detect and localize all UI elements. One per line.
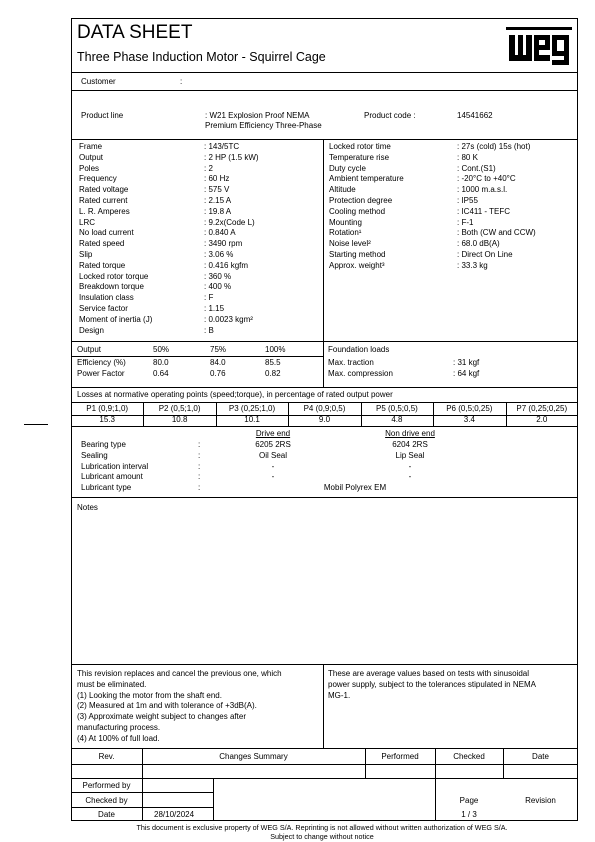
spec-label: Temperature rise xyxy=(329,152,390,162)
max-compression-label: Max. compression xyxy=(328,369,393,378)
lubricant-type-value: Mobil Polyrex EM xyxy=(323,483,387,492)
spec-label: Rotation¹ xyxy=(329,228,362,238)
divider xyxy=(71,90,578,91)
bearing-row-drive-end: - xyxy=(271,461,275,471)
spec-value: : 9.2x(Code L) xyxy=(204,217,255,227)
spec-value: : IC411 - TEFC xyxy=(457,206,511,216)
spec-label: Approx. weight³ xyxy=(329,260,385,270)
divider xyxy=(143,402,144,426)
max-compression-value: : 64 kgf xyxy=(453,369,480,378)
spec-value: : IP55 xyxy=(457,196,478,205)
footnote-line: (3) Approximate weight subject to changes after xyxy=(77,712,246,722)
spec-label: Insulation class xyxy=(79,293,134,303)
product-code-value: 14541662 xyxy=(457,111,493,120)
spec-label: No load current xyxy=(79,228,134,238)
bearing-row-non-drive-end: - xyxy=(408,461,412,471)
divider xyxy=(323,139,324,341)
bearing-row-drive-end: - xyxy=(271,472,275,482)
divider xyxy=(361,402,362,426)
spec-label: Locked rotor time xyxy=(329,142,391,151)
divider xyxy=(71,664,578,665)
spec-label: Rated voltage xyxy=(79,185,129,195)
spec-value: : 360 % xyxy=(204,271,232,281)
date-value: 28/10/2024 xyxy=(154,810,195,819)
revision-label: Revision xyxy=(525,796,556,805)
efficiency-label: Efficiency (%) xyxy=(77,358,126,367)
divider xyxy=(323,664,324,748)
bearing-row-label: Lubricant amount xyxy=(81,472,143,482)
loss-point-header: P2 (0,5;1,0) xyxy=(158,404,201,413)
spec-label: Poles xyxy=(79,163,100,173)
footnote-line: manufacturing process. xyxy=(77,723,161,732)
bearing-row-drive-end: Oil Seal xyxy=(258,450,287,460)
divider xyxy=(71,387,578,388)
spec-value: : 1000 m.a.s.l. xyxy=(457,185,508,195)
divider xyxy=(213,778,214,821)
footer-disclaimer: This document is exclusive property of WEG S/A. Reprinting is not allowed without written authorization of WEG S/A. xyxy=(136,823,508,832)
spec-value: : 33.3 kg xyxy=(457,260,488,270)
spec-value: : 3490 rpm xyxy=(204,239,243,249)
checked-by-label: Checked by xyxy=(85,796,128,805)
spec-label: Slip xyxy=(79,250,93,259)
divider xyxy=(71,356,323,357)
loss-point-value: 9.0 xyxy=(318,415,331,424)
spec-label: Mounting xyxy=(329,217,362,227)
divider xyxy=(71,139,578,140)
spec-label: Locked rotor torque xyxy=(79,271,149,281)
divider xyxy=(323,341,324,387)
changes-summary-header: Changes Summary xyxy=(219,752,288,761)
spec-label: Ambient temperature xyxy=(329,174,404,184)
spec-value: : 2 xyxy=(204,163,213,173)
footnote-line: power supply, subject to the tolerances stipulated in NEMA xyxy=(328,679,536,689)
spec-label: Protection degree xyxy=(329,196,393,205)
spec-label: Design xyxy=(79,325,104,335)
divider xyxy=(71,402,578,403)
bearing-row-non-drive-end: - xyxy=(408,472,412,482)
customer-label: Customer xyxy=(81,77,116,86)
spec-label: Breakdown torque xyxy=(79,282,144,292)
spec-label: LRC xyxy=(79,217,96,227)
spec-value: : 143/5TC xyxy=(204,142,240,151)
bearing-row-non-drive-end: Lip Seal xyxy=(395,450,425,460)
divider xyxy=(71,341,578,342)
power-factor-75: 0.76 xyxy=(210,369,226,378)
bearing-row-label: Bearing type xyxy=(81,440,126,449)
perf-header-output: Output xyxy=(77,345,102,354)
divider xyxy=(433,402,434,426)
spec-value: : 80 K xyxy=(457,152,478,162)
page-value: 1 / 3 xyxy=(461,810,477,819)
spec-value: : Both (CW and CCW) xyxy=(457,228,536,238)
spec-value: : 0.840 A xyxy=(204,228,236,238)
loss-point-header: P3 (0,25;1,0) xyxy=(228,404,276,413)
spec-value: : 0.0023 kgm² xyxy=(204,314,253,324)
efficiency-75: 84.0 xyxy=(210,358,226,367)
spec-value: : -20°C to +40°C xyxy=(457,174,516,184)
weg-logo xyxy=(506,27,572,67)
loss-point-value: 10.1 xyxy=(244,415,260,424)
spec-value: : 68.0 dB(A) xyxy=(457,239,500,249)
spec-value: : F-1 xyxy=(457,217,474,227)
spec-value: : Cont.(S1) xyxy=(457,163,496,173)
efficiency-100: 85.5 xyxy=(265,358,281,367)
bearing-row-non-drive-end: 6204 2RS xyxy=(392,440,428,449)
spec-label: Moment of inertia (J) xyxy=(79,314,153,324)
spec-label: Frequency xyxy=(79,174,117,184)
power-factor-100: 0.82 xyxy=(265,369,281,378)
spec-label: Service factor xyxy=(79,304,128,313)
divider xyxy=(71,426,578,427)
non-drive-end-header: Non drive end xyxy=(385,429,435,438)
spec-label: Rated speed xyxy=(79,239,125,249)
performed-header: Performed xyxy=(381,752,419,761)
bearing-row-colon: : xyxy=(198,440,201,449)
spec-value: : Direct On Line xyxy=(457,250,513,259)
bearing-row-drive-end: 6205 2RS xyxy=(255,440,291,449)
divider xyxy=(506,402,507,426)
spec-value: : 3.06 % xyxy=(204,250,234,259)
spec-value: : 1.15 xyxy=(204,304,225,313)
loss-point-header: P7 (0,25;0,25) xyxy=(516,404,568,413)
power-factor-label: Power Factor xyxy=(77,369,125,378)
loss-point-header: P1 (0,9;1,0) xyxy=(86,404,129,413)
margin-mark xyxy=(24,424,48,425)
bearing-row-colon: : xyxy=(198,461,201,471)
loss-point-header: P5 (0,5;0,5) xyxy=(376,404,418,413)
divider xyxy=(71,748,578,749)
losses-title: Losses at normative operating points (speed;torque), in percentage of rated output power xyxy=(77,390,393,399)
checked-header: Checked xyxy=(453,752,485,761)
spec-value: : 575 V xyxy=(204,185,230,195)
product-code-label: Product code : xyxy=(364,111,416,120)
spec-label: Rated torque xyxy=(79,260,126,270)
loss-point-value: 15.3 xyxy=(99,415,115,424)
bearing-row-label: Sealing xyxy=(81,450,108,460)
date-label: Date xyxy=(98,810,115,819)
loss-point-value: 10.8 xyxy=(171,415,188,424)
product-line-value-2: Premium Efficiency Three-Phase xyxy=(205,121,322,130)
date-header: Date xyxy=(532,752,549,761)
divider xyxy=(71,778,578,779)
spec-label: Output xyxy=(79,152,104,162)
spec-value: : 2 HP (1.5 kW) xyxy=(204,152,259,162)
footnote-line: These are average values based on tests with sinusoidal xyxy=(328,669,530,678)
efficiency-50: 80.0 xyxy=(153,358,169,367)
footnote-line: (4) At 100% of full load. xyxy=(77,733,160,743)
foundation-title: Foundation loads xyxy=(328,345,390,354)
footer-notice: Subject to change without notice xyxy=(270,832,374,841)
perf-header-75: 75% xyxy=(210,345,227,354)
footnote-line: This revision replaces and cancel the previous one, which xyxy=(77,669,282,678)
divider xyxy=(71,764,578,765)
performed-by-label: Performed by xyxy=(82,781,131,790)
footnote-line: (1) Looking the motor from the shaft end. xyxy=(77,690,222,700)
perf-header-50: 50% xyxy=(153,345,170,354)
sheet-subtitle: Three Phase Induction Motor - Squirrel Cage xyxy=(77,50,326,64)
customer-colon: : xyxy=(180,77,183,86)
rev-header: Rev. xyxy=(98,752,115,761)
product-line-label: Product line xyxy=(81,111,124,120)
loss-point-header: P6 (0,5;0,25) xyxy=(446,404,493,413)
spec-value: : B xyxy=(204,325,214,335)
page-label: Page xyxy=(459,796,479,805)
footnote-line: (2) Measured at 1m and with tolerance of +3dB(A). xyxy=(77,701,257,711)
drive-end-header: Drive end xyxy=(255,429,291,438)
spec-value: : F xyxy=(204,293,214,303)
spec-label: Noise level² xyxy=(329,239,371,249)
spec-label: Frame xyxy=(79,142,103,151)
notes-label: Notes xyxy=(77,503,98,512)
divider xyxy=(71,72,578,73)
max-traction-value: : 31 kgf xyxy=(453,358,480,367)
loss-point-value: 4.8 xyxy=(391,415,403,424)
footnote-line: MG-1. xyxy=(328,690,351,700)
divider xyxy=(216,402,217,426)
spec-label: Altitude xyxy=(329,185,356,195)
loss-point-value: 2.0 xyxy=(536,415,548,424)
spec-value: : 400 % xyxy=(204,282,232,292)
spec-value: : 60 Hz xyxy=(204,174,230,184)
bearing-row-colon: : xyxy=(198,472,201,482)
sheet-title: DATA SHEET xyxy=(77,22,193,43)
loss-point-value: 3.4 xyxy=(463,415,475,424)
footnote-line: must be eliminated. xyxy=(77,679,147,689)
spec-label: Rated current xyxy=(79,196,128,205)
spec-value: : 19.8 A xyxy=(204,206,232,216)
spec-value: : 0.416 kgfm xyxy=(204,260,249,270)
spec-label: Duty cycle xyxy=(329,163,366,173)
spec-label: Cooling method xyxy=(329,206,386,216)
max-traction-label: Max. traction xyxy=(328,358,374,367)
product-line-value: : W21 Explosion Proof NEMA xyxy=(205,111,310,120)
bearing-row-colon: : xyxy=(198,450,201,460)
loss-point-header: P4 (0,9;0,5) xyxy=(303,404,346,413)
divider xyxy=(288,402,289,426)
perf-header-100: 100% xyxy=(265,345,286,354)
spec-label: Starting method xyxy=(329,250,386,259)
divider xyxy=(71,497,578,498)
bearing-row-label: Lubrication interval xyxy=(81,461,149,471)
spec-label: L. R. Amperes xyxy=(79,206,130,216)
spec-value: : 2.15 A xyxy=(204,196,232,205)
lubricant-type-colon: : xyxy=(198,483,201,492)
spec-value: : 27s (cold) 15s (hot) xyxy=(457,142,531,151)
power-factor-50: 0.64 xyxy=(153,369,169,378)
lubricant-type-label: Lubricant type xyxy=(81,483,132,492)
